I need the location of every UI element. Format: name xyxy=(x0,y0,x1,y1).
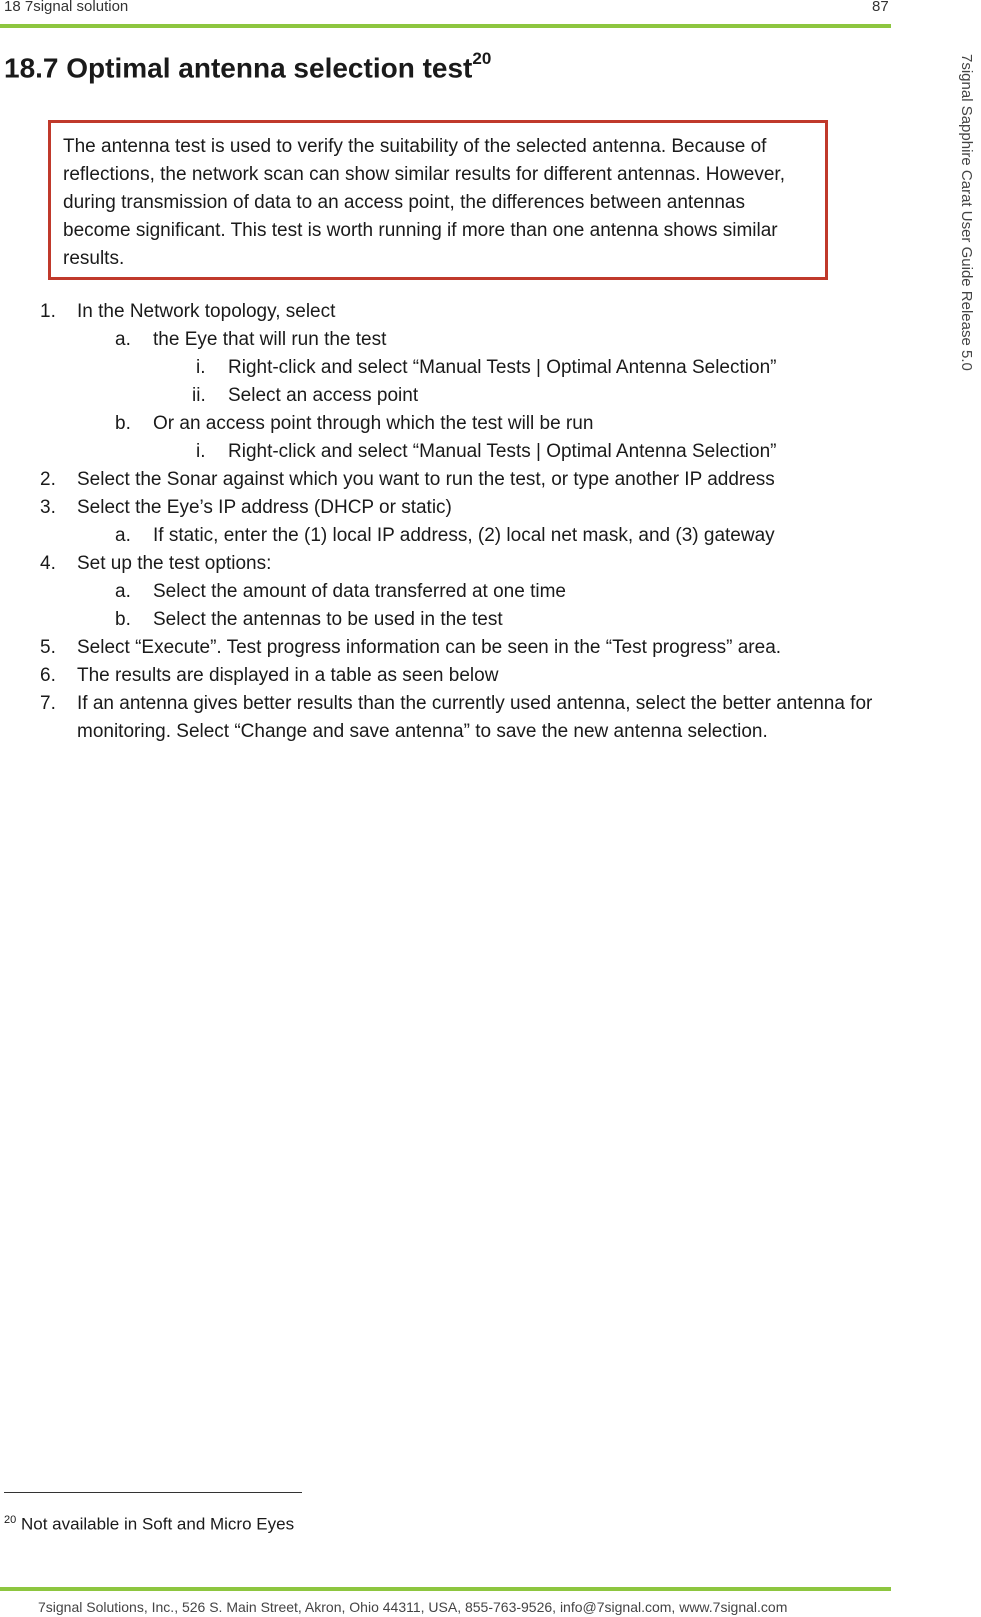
step-number: a. xyxy=(115,525,131,546)
step-text: Select the antennas to be used in the test xyxy=(153,609,503,630)
step-number: i. xyxy=(196,441,206,462)
step-4b xyxy=(115,606,503,634)
step-number: i. xyxy=(196,357,206,378)
step-1b-i xyxy=(190,438,776,466)
step-text: The results are displayed in a table as seen below xyxy=(77,665,499,686)
step-text: Select the Eye’s IP address (DHCP or static) xyxy=(77,497,452,518)
step-1b xyxy=(115,410,593,438)
side-document-title: 7signal Sapphire Carat User Guide Release 5.0 xyxy=(958,54,975,371)
step-text: Set up the test options: xyxy=(77,553,272,574)
footnote-text: Not available in Soft and Micro Eyes xyxy=(20,1514,295,1534)
step-4 xyxy=(40,550,271,578)
step-7 xyxy=(40,690,877,746)
footer-rule xyxy=(0,1587,891,1591)
step-text: Right-click and select “Manual Tests | Optimal Antenna Selection” xyxy=(228,441,777,462)
step-2 xyxy=(40,466,775,494)
header-page-number: 87 xyxy=(872,0,889,15)
step-1a-i xyxy=(190,354,776,382)
step-text: In the Network topology, select xyxy=(77,301,336,322)
footer-contact: 7signal Solutions, Inc., 526 S. Main Street, Akron, Ohio 44311, USA, 855-763-9526, info@7signal.com, www.7signal.com xyxy=(38,1599,788,1615)
footnote xyxy=(4,1514,294,1535)
step-number: ii. xyxy=(192,385,206,406)
step-5 xyxy=(40,634,781,662)
step-text: If an antenna gives better results than the currently used antenna, select the better antenna for monitoring. Select “Change and save antenna” to save the new antenna selection. xyxy=(77,693,873,742)
step-4a xyxy=(115,578,566,606)
footnote-rule xyxy=(4,1492,302,1493)
step-1 xyxy=(40,298,335,326)
step-text: Right-click and select “Manual Tests | Optimal Antenna Selection” xyxy=(228,357,777,378)
notice-box: The antenna test is used to verify the suitability of the selected antenna. Because of reflections, the network scan can show similar results for different antennas. However, during transmission of data to an access point, the differences between antennas become significant. This test is worth running if more than one antenna shows similar results. xyxy=(48,120,828,280)
step-number: 4. xyxy=(40,553,56,574)
step-text: Select “Execute”. Test progress information can be seen in the “Test progress” area. xyxy=(77,637,782,658)
section-title xyxy=(4,49,492,84)
step-text: Select an access point xyxy=(228,385,419,406)
step-text: the Eye that will run the test xyxy=(153,329,387,350)
step-3 xyxy=(40,494,452,522)
step-number: b. xyxy=(115,413,131,434)
step-6 xyxy=(40,662,498,690)
step-text: Select the Sonar against which you want to run the test, or type another IP address xyxy=(77,469,775,490)
step-1a xyxy=(115,326,386,354)
step-number: b. xyxy=(115,609,131,630)
step-number: 1. xyxy=(40,301,56,322)
step-1a-ii xyxy=(190,382,418,410)
step-text: Or an access point through which the test will be run xyxy=(153,413,594,434)
footnote-ref: 20 xyxy=(4,1514,17,1526)
step-text: Select the amount of data transferred at one time xyxy=(153,581,566,602)
step-number: a. xyxy=(115,581,131,602)
step-number: 5. xyxy=(40,637,56,658)
step-number: 6. xyxy=(40,665,56,686)
step-3a xyxy=(115,522,775,550)
step-number: 2. xyxy=(40,469,56,490)
step-number: a. xyxy=(115,329,131,350)
step-number: 7. xyxy=(40,693,56,714)
step-text: If static, enter the (1) local IP address, (2) local net mask, and (3) gateway xyxy=(153,525,775,546)
section-title-text: 18.7 Optimal antenna selection test xyxy=(4,52,473,84)
step-number: 3. xyxy=(40,497,56,518)
header-chapter: 18 7signal solution xyxy=(4,0,129,15)
section-footnote-ref: 20 xyxy=(472,49,492,68)
header-rule xyxy=(0,24,891,28)
